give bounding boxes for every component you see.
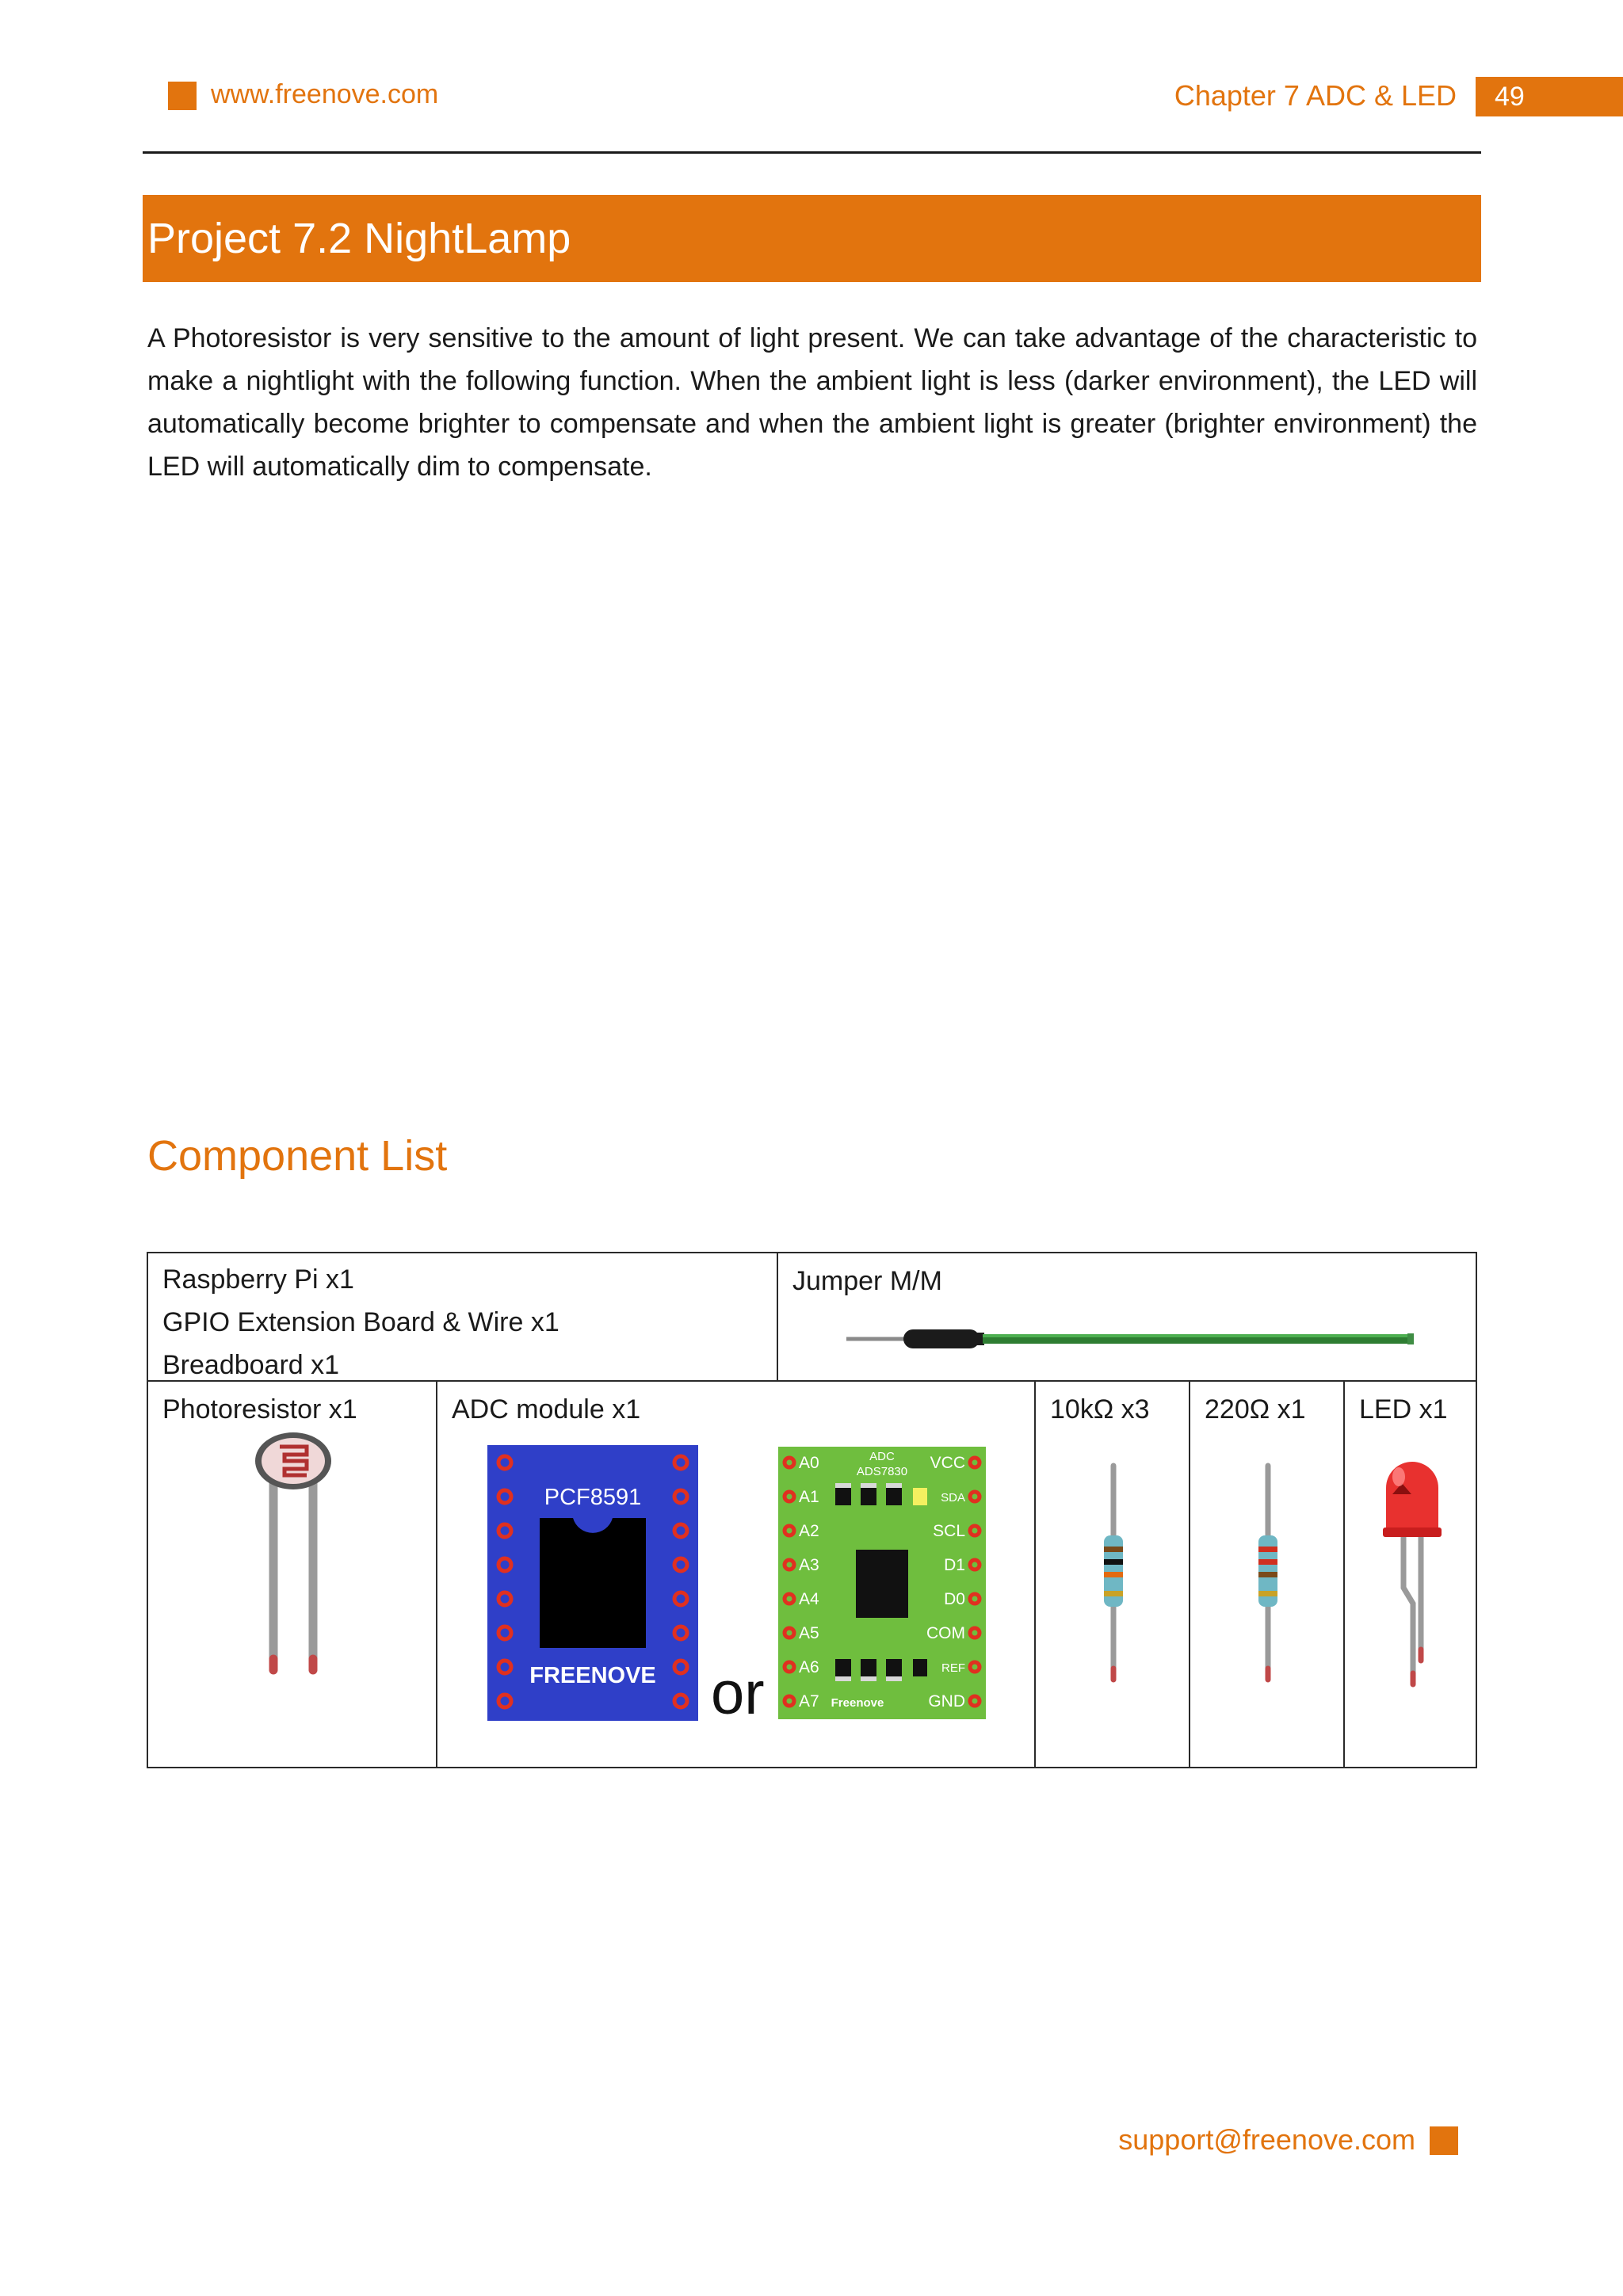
- base-kit-cell: [147, 1253, 777, 1381]
- led-image: [1377, 1453, 1448, 1691]
- project-banner: [143, 195, 1481, 282]
- raspberry-pi-item: Raspberry Pi x1: [162, 1264, 354, 1295]
- led-cell: [1344, 1381, 1476, 1768]
- ads-pin-a5: A5: [799, 1624, 819, 1642]
- jumper-cell: [777, 1253, 1476, 1381]
- component-table: [147, 1252, 1477, 1768]
- adc-module-label: ADC module x1: [452, 1394, 641, 1425]
- breadboard-item: Breadboard x1: [162, 1350, 340, 1380]
- ads-pin-a4: A4: [799, 1590, 819, 1608]
- resistor-220-image: [1254, 1461, 1282, 1683]
- project-title: Project 7.2 NightLamp: [147, 215, 571, 262]
- ads-pin-d1: D1: [944, 1556, 965, 1574]
- ads-pin-a2: A2: [799, 1522, 819, 1540]
- ads-pin-vcc: VCC: [930, 1454, 965, 1472]
- jumper-wire-image: [846, 1325, 1433, 1353]
- component-list-heading: Component List: [147, 1132, 448, 1180]
- ads7830-board-image: [778, 1447, 986, 1719]
- page-number: 49: [1476, 77, 1623, 116]
- intro-paragraph: A Photoresistor is very sensitive to the amount of light present. We can take advantage of the characteristic to make a nightlight with the following function. When the ambient light is less (darker environment), the LED will automatically become brighter to compensate and when the ambient light is greater (brighter environment) the LED will automatically dim to compensate.: [147, 323, 1477, 482]
- ads-pin-a3: A3: [799, 1556, 819, 1574]
- ads-title-line1: ADC: [869, 1450, 895, 1463]
- photoresistor-image: [250, 1431, 337, 1676]
- pcf8591-chip-label: PCF8591: [544, 1485, 642, 1510]
- photoresistor-label: Photoresistor x1: [162, 1394, 357, 1425]
- ads-pin-scl: SCL: [933, 1522, 965, 1540]
- ads-pin-gnd: GND: [928, 1692, 965, 1711]
- header-rule: [143, 151, 1481, 154]
- ads-pin-a6: A6: [799, 1658, 819, 1676]
- footer-logo-square: [1430, 2126, 1458, 2155]
- ads-pin-com: COM: [926, 1624, 965, 1642]
- jumper-label: Jumper M/M: [792, 1266, 942, 1296]
- led-label: LED x1: [1359, 1394, 1448, 1425]
- ads-pin-ref: REF: [941, 1661, 965, 1675]
- header-site-link[interactable]: www.freenove.com: [211, 79, 439, 109]
- header-logo-square: [168, 82, 197, 110]
- resistor-220-label: 220Ω x1: [1205, 1394, 1306, 1425]
- resistor-10k-cell: [1035, 1381, 1190, 1768]
- photoresistor-cell: [147, 1381, 437, 1768]
- resistor-220-cell: [1190, 1381, 1344, 1768]
- adc-module-cell: [437, 1381, 1035, 1768]
- ads-title-line2: ADS7830: [856, 1465, 908, 1478]
- base-kit-list: [162, 1258, 559, 1386]
- ads-pin-d0: D0: [944, 1590, 965, 1608]
- pcf8591-board-image: [487, 1445, 698, 1721]
- footer-email-link[interactable]: support@freenove.com: [1118, 2123, 1415, 2156]
- ads-pin-a0: A0: [799, 1454, 819, 1472]
- ads-pin-a1: A1: [799, 1488, 819, 1506]
- resistor-10k-image: [1099, 1461, 1128, 1683]
- gpio-board-item: GPIO Extension Board & Wire x1: [162, 1307, 559, 1337]
- header-chapter-title: Chapter 7 ADC & LED: [1174, 79, 1457, 112]
- resistor-10k-label: 10kΩ x3: [1050, 1394, 1150, 1425]
- adc-or-separator: or: [711, 1660, 765, 1727]
- pcf8591-brand: FREENOVE: [529, 1663, 656, 1688]
- ads-pin-sda: SDA: [941, 1491, 965, 1505]
- ads-pin-a7: A7: [799, 1692, 819, 1711]
- ads-brand: Freenove: [831, 1696, 884, 1710]
